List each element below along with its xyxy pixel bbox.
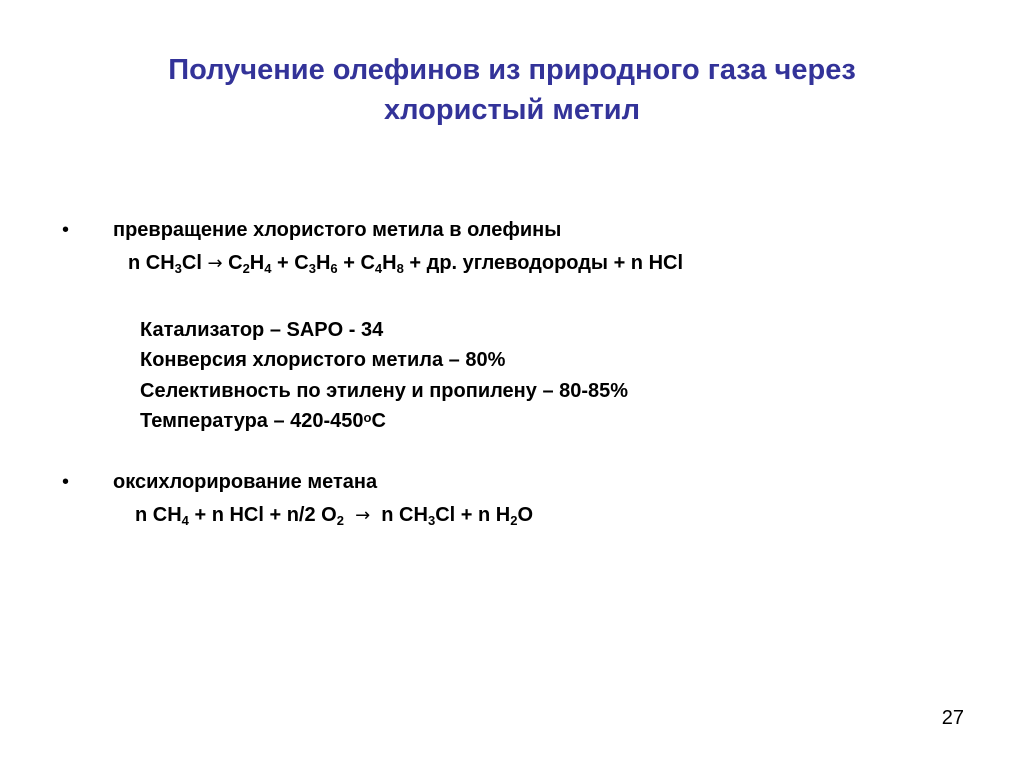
param-conversion: Конверсия хлористого метила – 80%: [140, 349, 506, 371]
bullet-1-heading: превращение хлористого метила в олефины: [113, 219, 562, 241]
param-catalyst: Катализатор – SAPO - 34: [140, 319, 384, 341]
title-line-2: хлористый метил: [383, 94, 641, 126]
bullet-dot-1: •: [62, 219, 70, 241]
page-number: 27: [941, 707, 964, 729]
bullet-2-heading: оксихлорирование метана: [113, 471, 378, 493]
title-line-1: Получение олефинов из природного газа через: [168, 54, 856, 86]
equation-1: n $CH_3Cl \to C_2H_4 + C_3H_6 + C_4H_8$ + др. углеводороды + n HCl: [128, 252, 684, 276]
param-selectivity: Селективность по этилену и пропилену – 80-85%: [140, 380, 629, 402]
arrow-icon: →: [355, 505, 371, 526]
param-temperature: Температура – $420-450^оС$: [140, 410, 386, 432]
equation-2: n $CH_4 + n$ HCl + n/2 $O_2 \to n$ $CH_3Cl + n$ $H_2O$: [135, 504, 533, 528]
slide-title: [60, 50, 964, 130]
bullet-dot-2: •: [62, 471, 70, 493]
arrow-icon: →: [207, 253, 223, 274]
